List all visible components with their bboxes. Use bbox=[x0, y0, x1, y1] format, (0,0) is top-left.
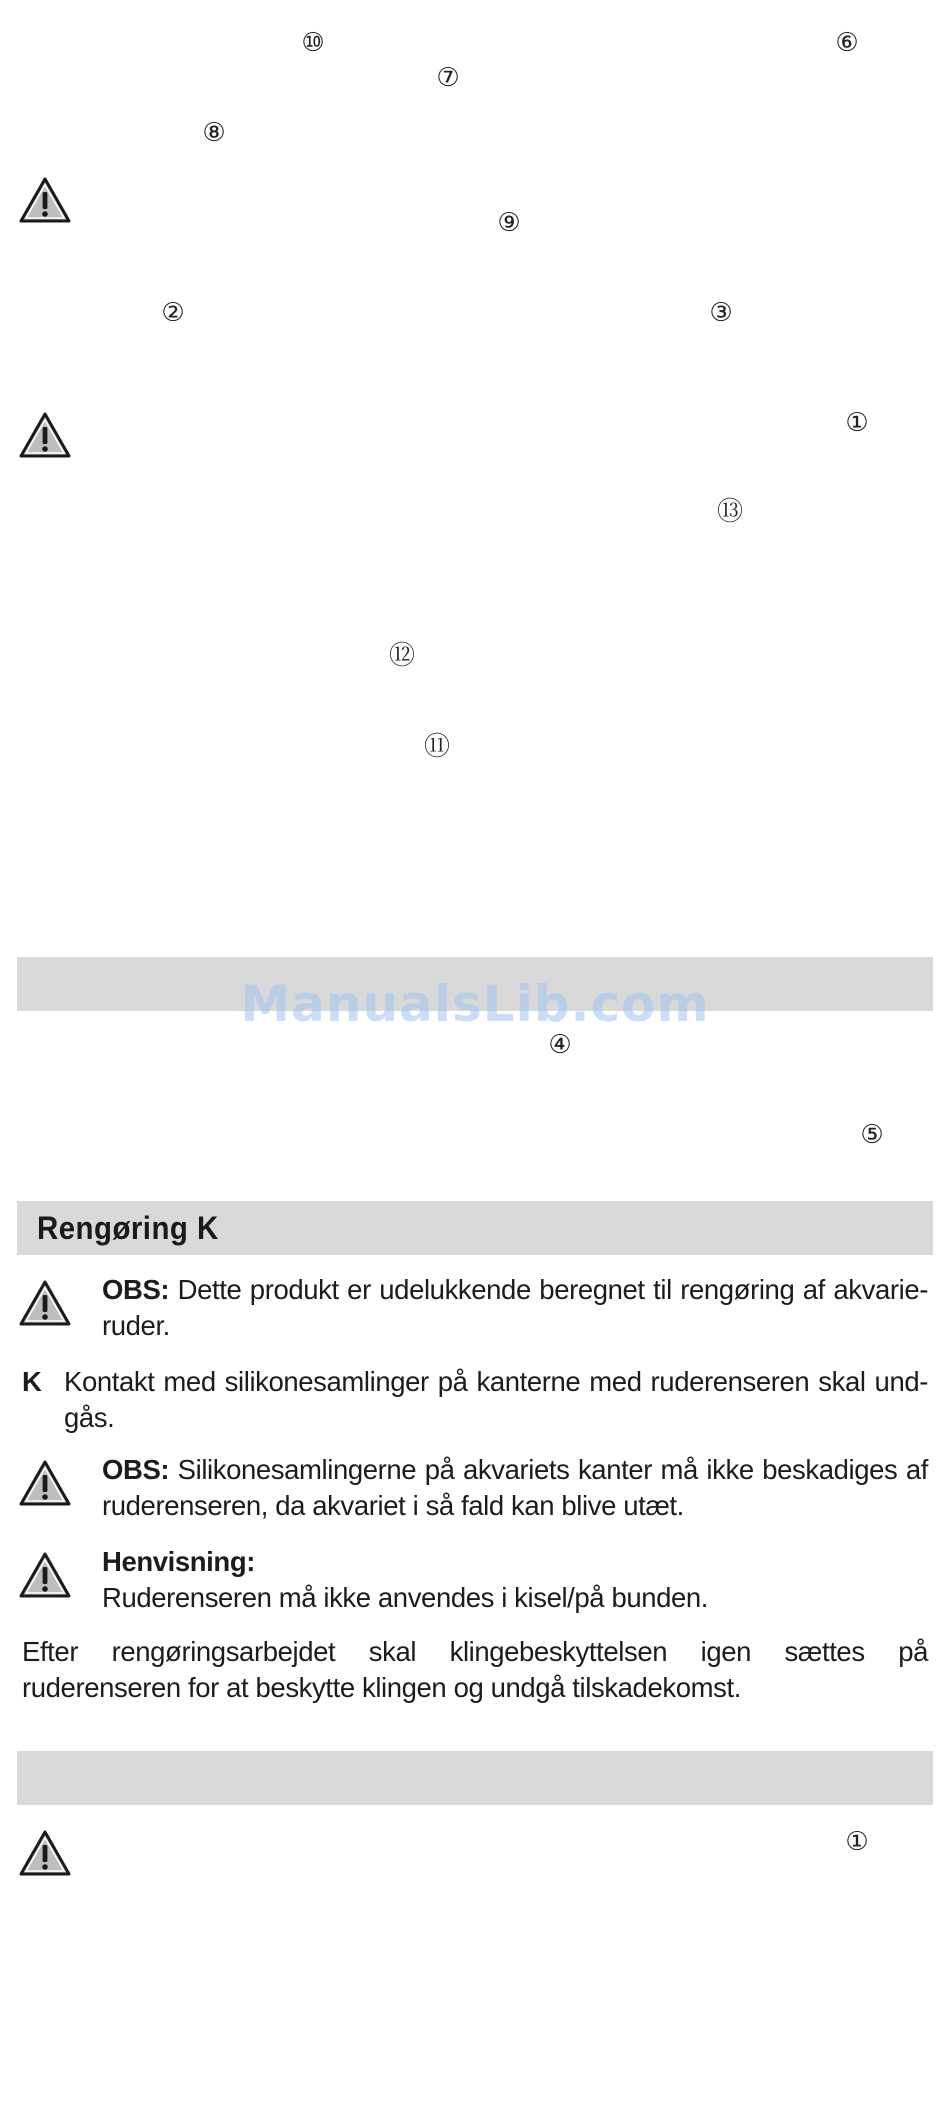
callout-8: ⑧ bbox=[202, 118, 226, 148]
note-text: Ruderenseren må ikke anvendes i kisel/på bunden. bbox=[102, 1582, 709, 1613]
callout-5: ⑤ bbox=[860, 1120, 884, 1150]
callout-4: ④ bbox=[548, 1030, 572, 1060]
note-label: OBS: bbox=[102, 1274, 170, 1305]
warning-triangle-icon bbox=[18, 1829, 72, 1877]
section-title: Rengøring K bbox=[37, 1210, 219, 1246]
note-henvisning bbox=[102, 1544, 928, 1616]
callout-9: ⑨ bbox=[497, 208, 521, 238]
warning-triangle-icon bbox=[18, 1279, 72, 1327]
note-text: Silikonesamlingerne på akvariets kanter må ikke beskadiges af ruderenseren, da akvariet i så fald kan blive utæt. bbox=[102, 1454, 928, 1521]
note-obs-silicone bbox=[102, 1452, 928, 1524]
callout-1-upper: ① bbox=[845, 408, 869, 438]
warning-triangle-icon bbox=[18, 411, 72, 459]
note-text: Dette produkt er udelukkende beregnet til rengøring af akvarie-ruder. bbox=[102, 1274, 928, 1341]
callout-12: ⑫ bbox=[388, 641, 415, 671]
closing-paragraph: Efter rengøringsarbejdet skal klingebeskyttelsen igen sættes på ruderenseren for at beskytte klingen og undgå tilskadekomst. bbox=[22, 1636, 928, 1703]
section-band-empty-lower bbox=[17, 1751, 933, 1805]
warning-triangle-icon bbox=[18, 176, 72, 224]
callout-10: ⑩ bbox=[301, 28, 325, 58]
callout-7: ⑦ bbox=[436, 63, 460, 93]
callout-13: ⑬ bbox=[716, 497, 743, 527]
note-obs-product bbox=[102, 1272, 928, 1344]
section-band-empty bbox=[17, 957, 933, 1011]
callout-6: ⑥ bbox=[835, 28, 859, 58]
warning-triangle-icon bbox=[18, 1551, 72, 1599]
watermark: ManualsLib.com bbox=[240, 975, 710, 1033]
callout-3: ③ bbox=[709, 298, 733, 328]
note-label: Henvisning: bbox=[102, 1546, 255, 1577]
callout-2: ② bbox=[161, 298, 185, 328]
callout-1-lower: ① bbox=[845, 1827, 869, 1857]
callout-11: ⑪ bbox=[423, 732, 450, 762]
k-instruction: Kontakt med silikonesamlinger på kanterne med ruderenseren skal und-gås. bbox=[64, 1366, 928, 1433]
k-marker: K bbox=[22, 1366, 42, 1397]
warning-triangle-icon bbox=[18, 1459, 72, 1507]
note-label: OBS: bbox=[102, 1454, 170, 1485]
section-header bbox=[17, 1201, 933, 1255]
